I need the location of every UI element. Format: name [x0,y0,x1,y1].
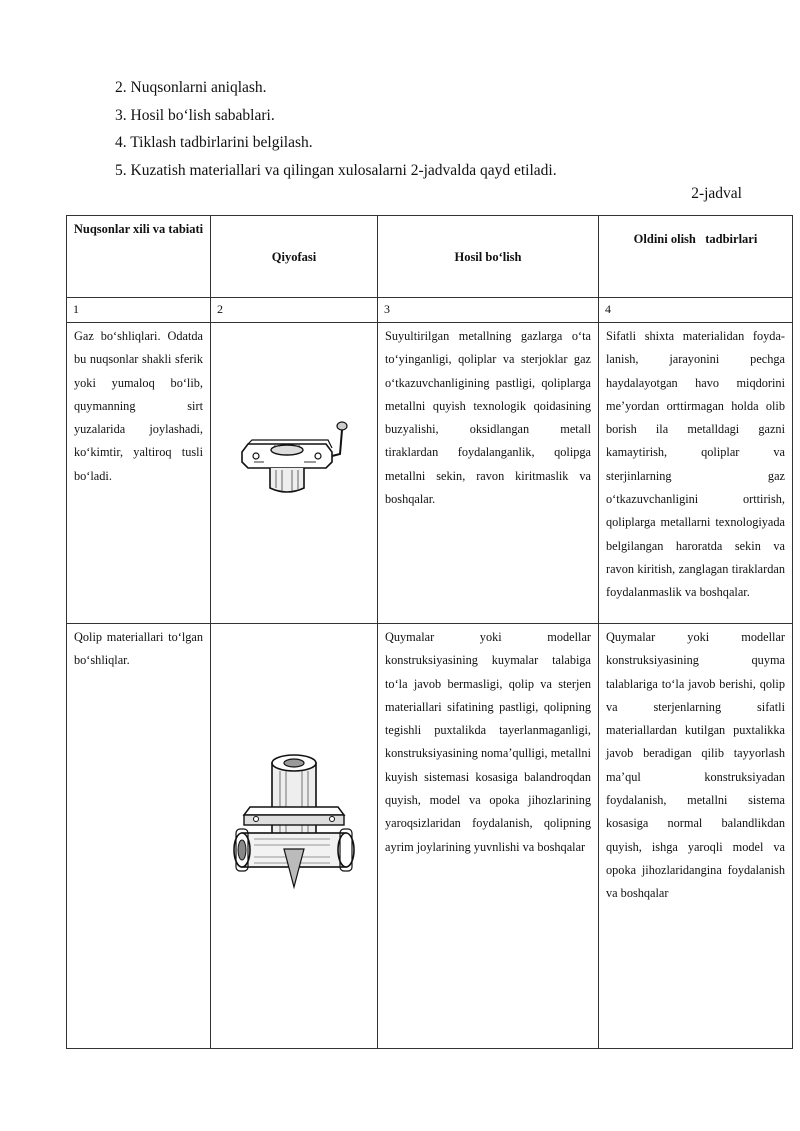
header-formation: Hosil bo‘lish [378,216,599,298]
step-5: 5. Kuzatish materiallari va qilingan xulosalarni 2-jadvalda qayd etiladi. [115,161,557,179]
header-prevention: Oldini olish tadbirlari [599,216,793,298]
defect-type-cell: Gaz bo‘shliqlari. Odatda bu nuqsonlar shakli sferik yoki yumaloq bo‘lib, quymanning sirt yuzalarida joylashadi, ko‘kimtir, yaltiroq tusli bo‘ladi. [67,323,211,624]
table-row [67,323,793,624]
column-number: 4 [599,298,793,323]
column-number-row [67,298,793,323]
table-caption: 2-jadval [691,185,742,202]
instruction-steps [115,74,755,184]
appearance-cell [211,323,378,624]
formation-cell: Suyultirilgan metallning gazlarga o‘ta to‘yinganligi, qoliplar va sterjoklar gaz o‘tkazuvchanligining pastligi, qoliplarga metallni quyish texnologik qoidasining buzyalishi, oksidlangan metall tiraklardan foydalanganlik, qolipga metallni sekin, ravon kiritmaslik va boshqalar. [378,323,599,624]
column-number: 2 [211,298,378,323]
defect-type-cell: Qolip materiallari to‘lgan bo‘shliqlar. [67,624,211,1049]
header-defect-type: Nuqsonlar xili va tabiati [67,216,211,298]
column-number: 3 [378,298,599,323]
appearance-cell [211,624,378,1049]
step-3: 3. Hosil bo‘lish sabablari. [115,106,275,124]
prevention-cell: Quymalar yoki modellar konstruksiyasining quyma talablariga to‘la javob berishi, qolip va sterjenlarning sifatli materiallardan kutilgan puxtalikka javob beradigan qilib tayyorlash ma’qul konstruksiyadan foydalanish, metallni sistema kosasiga normal balandlikdan quyish, ishga yaroqli model va opoka jihozlaridangina foydalanish va boshqalar [599,624,793,1049]
sand-inclusion-pipe-casting-illustration [232,749,356,897]
formation-cell: Quymalar yoki modellar konstruksiyasining kuymalar talabiga to‘la javob bermasligi, qolip va sterjen materiallari sifatining pastligi, qolipning tegishli puxtalikda tayerlanmaganligi, konstruksiyasining noma’qulligi, metallni kuyish sistemasi kosasiga balandroqdan quyish, model va opoka jihozlarining yaroqsizlaridan foydalanish, qolipning ayrim joylarining yuvnlishi va boshqalar [378,624,599,1049]
gas-cavity-casting-illustration [234,416,354,496]
table-row [67,624,793,1049]
column-number: 1 [67,298,211,323]
header-appearance: Qiyofasi [211,216,378,298]
prevention-cell: Sifatli shixta materialidan foyda-lanish, jarayonini pechga haydalayotgan havo miqdorini me’yordan orttirmagan holda olib borish ila metalldagi gazni kamaytirish, qoliplar va sterjinlarning gaz o‘tkazuvchanligini orttirish, qoliplarga metallarni texnologiyada belgilangan haroratda sekin va ravon kiritish, zanglagan tiraklardan foydalanmaslik va boshqalar. [599,323,793,624]
table-header-row [67,216,793,298]
step-2: 2. Nuqsonlarni aniqlash. [115,79,267,96]
step-4: 4. Tiklash tadbirlarini belgilash. [115,134,313,151]
defects-table [66,215,793,1049]
